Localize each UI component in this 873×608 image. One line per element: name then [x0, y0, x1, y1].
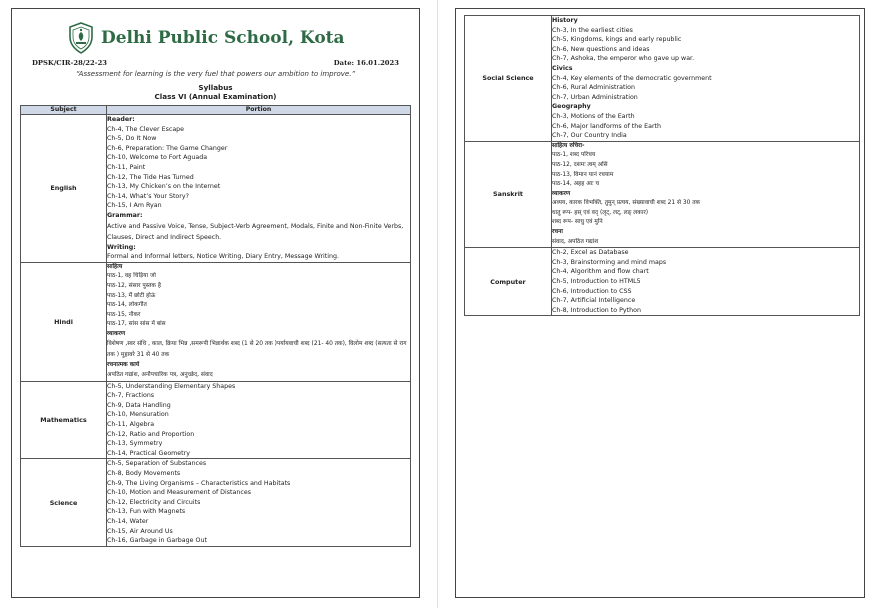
portion-cell: [107, 115, 411, 263]
portion-item: Ch-9, The Living Organisms – Characteristics and Habitats: [107, 479, 291, 487]
column-header-portion: Portion: [107, 106, 411, 115]
subject-row-hindi: [21, 262, 411, 381]
circular-number: DPSK/CIR-28/22-23: [32, 59, 108, 67]
subject-name: English: [21, 115, 107, 263]
portion-item: पाठ-1, वह चिड़िया जो: [107, 273, 156, 280]
school-name: Delhi Public School, Kota: [101, 28, 345, 48]
portion-item: Ch-7, Urban Administration: [552, 93, 638, 101]
portion-item: Formal and Informal letters, Notice Writing, Diary Entry, Message Writing.: [107, 253, 339, 261]
portion-item: पाठ-12, संसार पुस्तक है: [107, 282, 161, 289]
portion-item: Ch-9, Data Handling: [107, 401, 171, 409]
portion-cell: [107, 262, 411, 381]
portion-item: Ch-2, Excel as Database: [552, 249, 629, 257]
portion-item: Ch-3, Motions of the Earth: [552, 112, 635, 120]
portion-item: Ch-6, Major landforms of the Earth: [552, 122, 662, 130]
portion-item: अव्यय, कारक विभक्ति, तुमुन् प्रत्यय, संख्यावाची शब्द 21 से 30 तक: [552, 200, 701, 207]
document-page-1: [11, 8, 420, 598]
portion-item: Ch-16, Garbage in Garbage Out: [107, 537, 207, 545]
section-heading: Geography: [552, 103, 591, 111]
portion-cell: [107, 459, 411, 546]
section-heading: रचनात्मक कार्य: [107, 362, 140, 369]
portion-item: पाठ-15, नौकर: [107, 311, 141, 318]
portion-item: Ch-7, Ashoka, the emperor who gave up war.: [552, 55, 695, 63]
section-heading: History: [552, 17, 578, 24]
portion-item: Ch-15, Air Around Us: [107, 527, 173, 535]
portion-cell: [552, 16, 860, 142]
portion-item: Ch-6, Preparation: The Game Changer: [107, 144, 228, 152]
subject-name: Science: [21, 459, 107, 546]
subject-row-english: [21, 115, 411, 263]
syllabus-table-page-2: [464, 15, 860, 316]
portion-item: पाठ-17, सांस सांस में बांस: [107, 321, 166, 328]
portion-item: Ch-6, Introduction to CSS: [552, 287, 632, 295]
portion-item: धातु रूप- हस् एवं वद् (लृट्, लट्, लङ् लकार): [552, 209, 649, 216]
portion-item: Ch-12, Electricity and Circuits: [107, 498, 201, 506]
portion-item: Ch-10, Mensuration: [107, 411, 169, 419]
portion-item: Ch-5, Introduction to HTML5: [552, 278, 641, 286]
section-heading: Reader:: [107, 116, 135, 123]
portion-item: संवाद, अपठित गद्यांश: [552, 238, 599, 245]
portion-item: पाठ-13, विमान यानं रचयाम: [552, 171, 614, 178]
syllabus-table-page-1: [20, 105, 411, 547]
subject-row-science: [21, 459, 411, 546]
section-heading: व्याकरण: [552, 190, 571, 197]
circular-date: Date: 16.01.2023: [333, 59, 399, 67]
portion-item: Ch-10, Motion and Measurement of Distances: [107, 489, 251, 497]
portion-item: Ch-7, Our Country India: [552, 132, 627, 140]
portion-item: Ch-7, Artificial Intelligence: [552, 297, 636, 305]
subject-name: Sanskrit: [465, 141, 552, 248]
portion-item: Ch-7, Fractions: [107, 392, 155, 400]
portion-item: Ch-11, Paint: [107, 163, 146, 171]
section-heading: साहित्य: [107, 263, 123, 270]
portion-item: Ch-6, Rural Administration: [552, 84, 636, 92]
section-heading: Civics: [552, 64, 573, 72]
subject-row-computer: [465, 248, 860, 316]
portion-item: Ch-5, Understanding Elementary Shapes: [107, 382, 236, 390]
section-heading: Writing:: [107, 243, 136, 251]
school-header: [68, 21, 345, 55]
section-heading: व्याकरण: [107, 330, 126, 337]
portion-item: Ch-6, New questions and ideas: [552, 45, 650, 53]
document-page-2: [455, 8, 865, 598]
portion-item: Ch-13, Symmetry: [107, 440, 163, 448]
portion-item: Ch-10, Welcome to Fort Aguada: [107, 154, 208, 162]
portion-item: Ch-13, Fun with Magnets: [107, 508, 186, 516]
portion-item: विशेषण ,स्वर संधि , काल, क्रिया भिन्न ,समरूपी भिन्नार्थक शब्द (1 से 20 तक )पर्यायवाची शब्द (21- 40 तक), विलोम शब्द (सत्यता से राग तक ) मुहावरे 31 से 40 तक: [107, 341, 407, 359]
portion-item: Ch-13, My Chicken’s on the Internet: [107, 183, 221, 191]
portion-item: Ch-8, Introduction to Python: [552, 306, 641, 314]
portion-item: Ch-3, In the earliest cities: [552, 26, 633, 34]
portion-item: Ch-5, Separation of Substances: [107, 460, 207, 468]
portion-item: Active and Passive Voice, Tense, Subject-Verb Agreement, Modals, Finite and Non-Finite Verbs, Clauses, Direct and Indirect Speech.: [107, 222, 404, 241]
dps-crest-icon: [68, 22, 94, 54]
portion-item: Ch-5, Kingdoms, kings and early republic: [552, 36, 682, 44]
school-motto: “Assessment for learning is the very fuel that powers our ambition to improve.”: [75, 70, 356, 78]
portion-item: पाठ-14, अहह आः च: [552, 181, 600, 188]
portion-item: Ch-4, Algorithm and flow chart: [552, 268, 649, 276]
syllabus-heading: Syllabus: [198, 83, 233, 92]
subject-name: Hindi: [21, 262, 107, 381]
portion-item: Ch-4, The Clever Escape: [107, 125, 185, 133]
portion-item: पाठ-13, मैं छोटी होऊं: [107, 292, 156, 299]
portion-item: Ch-8, Body Movements: [107, 470, 181, 477]
portion-cell: [552, 248, 860, 316]
portion-item: Ch-14, What’s Your Story?: [107, 192, 189, 200]
portion-item: पाठ-14, लोकगीत: [107, 302, 147, 309]
syllabus-subtitle: Class VI (Annual Examination): [154, 92, 277, 101]
portion-cell: [552, 141, 860, 248]
subject-name: Social Science: [465, 16, 552, 142]
subject-row-sanskrit: [465, 141, 860, 248]
portion-item: Ch-12, The Tide Has Turned: [107, 173, 194, 181]
portion-item: Ch-11, Algebra: [107, 421, 155, 429]
column-header-subject: Subject: [21, 106, 107, 115]
subject-name: Mathematics: [21, 381, 107, 459]
section-heading: साहित्य रुचिरा-: [552, 142, 585, 149]
portion-item: पाठ-1, शब्द परिचय: [552, 152, 596, 159]
portion-cell: [107, 381, 411, 459]
section-heading: रचना: [552, 229, 563, 236]
portion-item: Ch-12, Ratio and Proportion: [107, 430, 195, 438]
portion-item: Ch-3, Brainstorming and mind maps: [552, 258, 667, 266]
portion-item: Ch-4, Key elements of the democratic government: [552, 74, 712, 82]
portion-item: शब्द रूप- साधु एवं मुनि: [552, 219, 603, 226]
subject-row-social-science: [465, 16, 860, 142]
subject-row-mathematics: [21, 381, 411, 459]
portion-item: अपठित गद्यांश, अनौपचारिक पत्र, अनुच्छेद, संवाद: [107, 372, 213, 379]
section-heading: Grammar:: [107, 211, 143, 219]
portion-item: Ch-14, Practical Geometry: [107, 449, 190, 457]
page-gap-divider: [437, 0, 438, 608]
portion-item: Ch-5, Do It Now: [107, 135, 157, 143]
portion-item: Ch-15, I Am Ryan: [107, 202, 162, 210]
portion-item: पाठ-12, दशमः त्वम् असि: [552, 161, 608, 168]
syllabus-title: [12, 83, 419, 101]
portion-item: Ch-14, Water: [107, 517, 149, 525]
subject-name: Computer: [465, 248, 552, 316]
